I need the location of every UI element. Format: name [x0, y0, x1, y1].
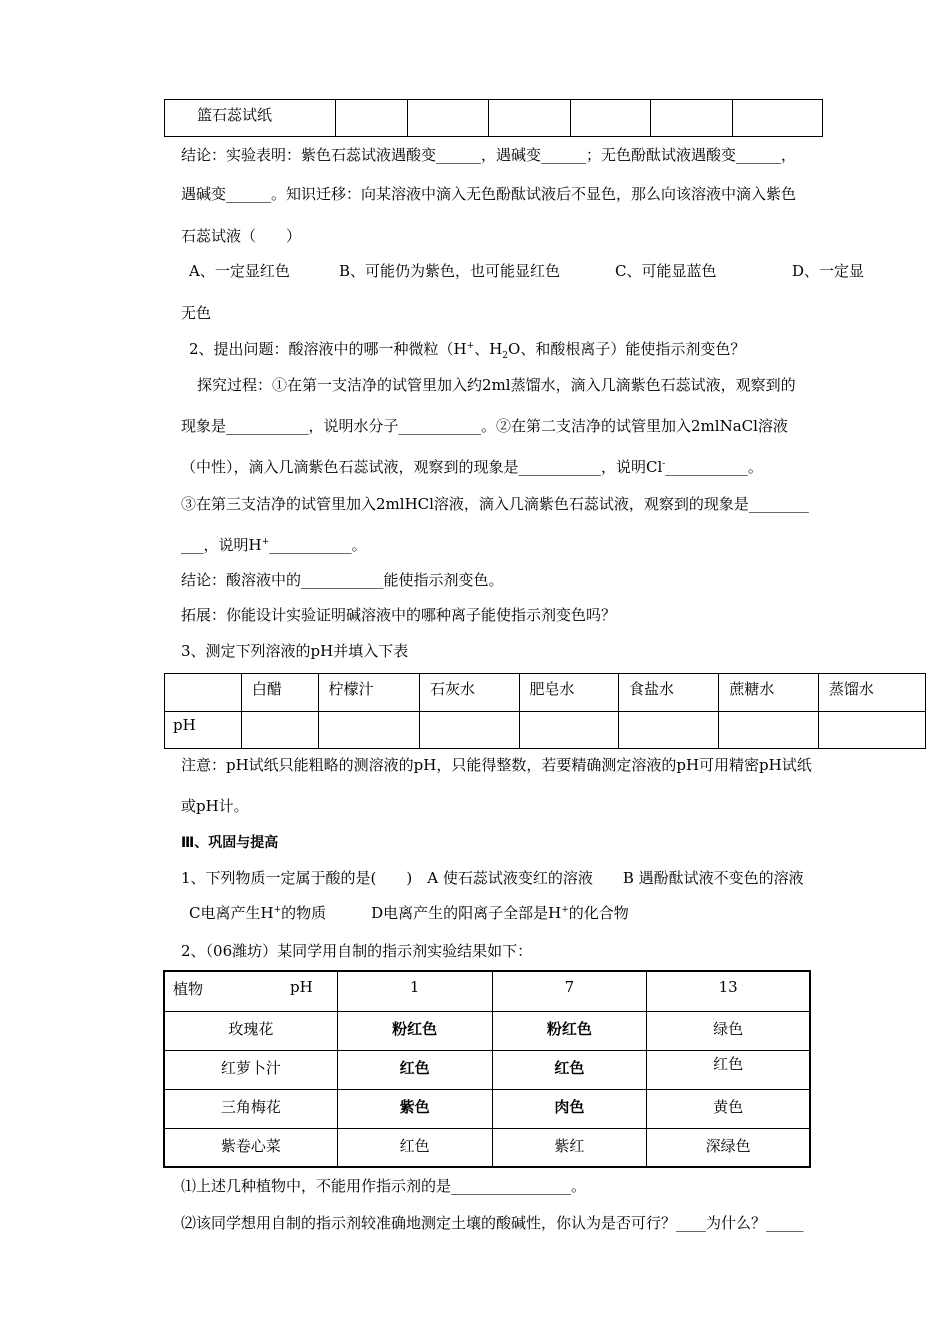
table-cell: [408, 100, 489, 137]
plant-name: 紫卷心菜: [164, 1128, 337, 1167]
ph-value-cell: [818, 712, 925, 749]
section-q2: 2、（06潍坊）某同学用自制的指示剂实验结果如下：: [181, 942, 533, 960]
table-cell: [570, 100, 651, 137]
table-cell: [489, 100, 571, 137]
procedure-line-4: ③在第三支洁净的试管里加入2mlHCl溶液，滴入几滴紫色石蕊试液，观察到的现象是________: [181, 495, 809, 513]
question-3-title: 3、测定下列溶液的pH并填入下表: [181, 642, 409, 660]
plant-color-ph1: 红色: [337, 1128, 492, 1167]
plant-color-ph13: 绿色: [647, 1011, 810, 1050]
ph-header-cell: 柠檬汁: [318, 674, 419, 712]
section-heading: Ⅲ、巩固与提高: [181, 835, 279, 851]
plant-color-ph7: 红色: [492, 1050, 647, 1089]
plant-color-ph1: 紫色: [337, 1089, 492, 1128]
ph-header-cell: 食盐水: [618, 674, 718, 712]
ph-header-cell: [165, 674, 242, 712]
section-q1-line-1: 1、下列物质一定属于酸的是( ) A 使石蕊试液变红的溶液 B 遇酚酞试液不变色的溶液: [181, 869, 804, 887]
ph-value-cell: [241, 712, 318, 749]
note-line-2: 或pH计。: [181, 797, 249, 815]
acid-conclusion: 结论：酸溶液中的___________能使指示剂变色。: [181, 571, 504, 589]
ph-header-cell: 蔗糖水: [719, 674, 818, 712]
ph-table: [164, 673, 926, 749]
conclusion-line-2: 遇碱变______。知识迁移：向某溶液中滴入无色酚酞试液后不显色，那么向该溶液中滴入紫色: [181, 185, 797, 203]
table-cell: [651, 100, 733, 137]
ph-header-cell: 肥皂水: [519, 674, 618, 712]
option-d-cont: 无色: [181, 304, 212, 322]
ph-value-cell: [318, 712, 419, 749]
procedure-line-5: ___，说明H+___________。: [181, 536, 367, 554]
note-line-1: 注意：pH试纸只能粗略的测溶液的pH，只能得整数，若要精确测定溶液的pH可用精密pH试纸: [181, 756, 812, 774]
plant-header-cell: [164, 971, 337, 1011]
litmus-paper-label: 篮石蕊试纸: [165, 100, 336, 137]
option-c: C、可能显蓝色: [615, 262, 717, 280]
ph-value-cell: [719, 712, 818, 749]
ph-header-cell: 蒸馏水: [818, 674, 925, 712]
option-d: D、一定显: [792, 262, 865, 280]
ph-header-cell: 石灰水: [420, 674, 519, 712]
plant-color-ph7: 粉红色: [492, 1011, 647, 1050]
ph-value-header: 13: [647, 971, 810, 1011]
plant-color-ph1: 红色: [337, 1050, 492, 1089]
ph-header-cell: 白醋: [241, 674, 318, 712]
conclusion-line-1: 结论：实验表明：紫色石蕊试液遇酸变______，遇碱变______；无色酚酞试液遇酸变______，: [181, 146, 797, 164]
plant-color-ph7: 肉色: [492, 1089, 647, 1128]
table-cell: [732, 100, 822, 137]
plant-name: 玫瑰花: [164, 1011, 337, 1050]
plant-name: 三角梅花: [164, 1089, 337, 1128]
ph-value-cell: [618, 712, 718, 749]
option-b: B、可能仍为紫色，也可能显红色: [339, 262, 561, 280]
extension-question: 拓展：你能设计实验证明碱溶液中的哪种离子能使指示剂变色吗？: [181, 606, 617, 624]
plant-color-ph13: 黄色: [647, 1089, 810, 1128]
plant-header-label: 植物: [173, 980, 204, 998]
question-2-title: 2、提出问题：酸溶液中的哪一种微粒（H+、$H_2O$、和酸根离子）能使指示剂变色？: [189, 340, 746, 361]
ph-value-cell: [519, 712, 618, 749]
ph-value-header: 1: [337, 971, 492, 1011]
ph-row-label: pH: [165, 712, 242, 749]
final-question-1: ⑴上述几种植物中，不能用作指示剂的是________________。: [181, 1177, 587, 1195]
procedure-line-1: 探究过程：①在第一支洁净的试管里加入约2ml蒸馏水，滴入几滴紫色石蕊试液，观察到的: [197, 376, 796, 394]
plant-color-ph13: 深绿色: [647, 1128, 810, 1167]
plant-indicator-table: [163, 970, 811, 1168]
table-cell: [336, 100, 408, 137]
plant-color-ph13: 红色: [647, 1050, 810, 1089]
procedure-line-3: （中性），滴入几滴紫色石蕊试液，观察到的现象是___________，说明Cl-___________。: [181, 458, 763, 476]
plant-name: 红萝卜汁: [164, 1050, 337, 1089]
option-a: A、一定显红色: [189, 262, 290, 280]
ph-value-header: 7: [492, 971, 647, 1011]
ph-value-cell: [420, 712, 519, 749]
litmus-paper-table: [164, 99, 823, 137]
plant-color-ph1: 粉红色: [337, 1011, 492, 1050]
procedure-line-2: 现象是___________，说明水分子___________。②在第二支洁净的试管里加入2mlNaCl溶液: [181, 417, 788, 435]
conclusion-line-3: 石蕊试液（ ）: [181, 227, 302, 245]
final-question-2: ⑵该同学想用自制的指示剂较准确地测定土壤的酸碱性，你认为是否可行？____为什么？_____: [181, 1214, 804, 1232]
ph-header-label: pH: [290, 978, 313, 996]
plant-color-ph7: 紫红: [492, 1128, 647, 1167]
section-q1-line-2: C电离产生H+的物质 D电离产生的阳离子全部是H+的化合物: [189, 904, 629, 922]
